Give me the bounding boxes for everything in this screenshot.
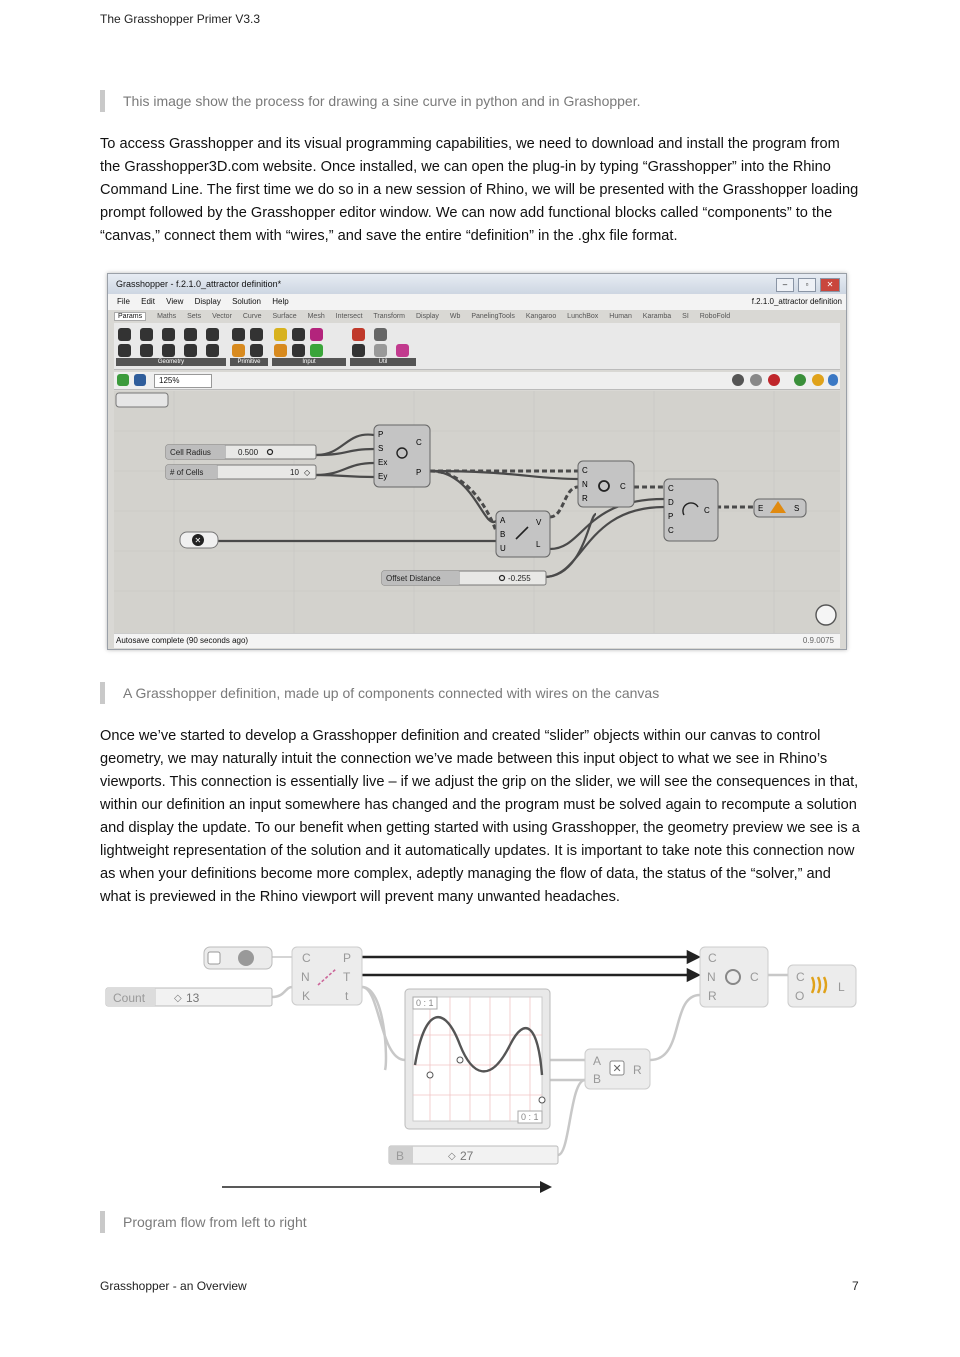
output-l: L <box>536 540 541 549</box>
panel-label: Input <box>272 358 346 366</box>
multiplication-component[interactable] <box>585 1049 650 1089</box>
preview-icon[interactable] <box>732 374 744 386</box>
output-r: R <box>633 1063 642 1077</box>
tab-wb[interactable]: Wb <box>449 313 461 320</box>
param-icon[interactable] <box>140 344 153 357</box>
input-d: D <box>668 498 674 507</box>
minimize-icon[interactable]: – <box>776 278 794 292</box>
boolean-param[interactable] <box>180 532 218 548</box>
slider-value: 0.500 <box>238 448 259 457</box>
input-ex: Ex <box>378 458 388 467</box>
component-hexagonal[interactable] <box>374 425 430 487</box>
series-component[interactable] <box>292 947 362 1005</box>
tab-curve[interactable]: Curve <box>242 313 262 320</box>
footer-section: Grasshopper - an Overview <box>100 1279 247 1293</box>
input-u: U <box>500 544 506 553</box>
input-b: B <box>593 1072 602 1086</box>
input-c: C <box>302 951 311 965</box>
zoom-select[interactable]: 125% <box>154 374 212 388</box>
input-n: N <box>582 480 588 489</box>
component-offset[interactable] <box>664 479 718 541</box>
input-o: O <box>795 989 805 1003</box>
param-icon[interactable] <box>162 344 175 357</box>
param-icon[interactable] <box>250 344 263 357</box>
input-n: N <box>707 970 716 984</box>
component-distance[interactable] <box>496 511 550 557</box>
caption-sine-curve: This image show the process for drawing a sine curve in python and in Grashopper. <box>100 90 641 112</box>
menu-view[interactable]: View <box>166 297 184 306</box>
save-icon[interactable] <box>134 374 146 386</box>
graph-range-label: 0 : 1 <box>521 1112 539 1122</box>
param-icon[interactable] <box>352 328 365 341</box>
circle-cnr-component[interactable] <box>700 947 768 1007</box>
panel-input <box>272 326 346 366</box>
param-icon[interactable] <box>292 328 305 341</box>
tab-intersect[interactable]: Intersect <box>335 313 363 320</box>
slider-offset-distance[interactable] <box>382 571 546 585</box>
b-label: B <box>396 1149 405 1163</box>
version-label: 0.9.0075 <box>802 636 834 645</box>
param-icon[interactable] <box>250 328 263 341</box>
tab-sets[interactable]: Sets <box>187 313 202 320</box>
tab-params[interactable]: Params <box>114 312 146 321</box>
tab-vector[interactable]: Vector <box>212 313 232 320</box>
input-c: C <box>708 951 717 965</box>
document-name: f.2.1.0_attractor definition <box>751 297 842 306</box>
selected-icon[interactable] <box>794 374 806 386</box>
param-icon[interactable] <box>206 344 219 357</box>
input-ey: Ey <box>378 472 388 481</box>
page-number: 7 <box>852 1279 859 1293</box>
input-c2: C <box>668 526 674 535</box>
slider-cell-radius[interactable] <box>166 445 316 459</box>
output-c: C <box>620 482 626 491</box>
paragraph-sliders <box>100 725 860 909</box>
output-l: L <box>838 980 845 994</box>
slider-label: Offset Distance <box>386 574 441 583</box>
output-t: T <box>343 970 351 984</box>
component-extrude[interactable] <box>754 499 806 517</box>
param-icon[interactable] <box>118 328 131 341</box>
panel-primitive <box>230 326 268 366</box>
window-title-bar <box>108 274 846 294</box>
slider-grip-icon: ◇ <box>448 1151 456 1162</box>
paragraph-text: Once we’ve started to develop a Grasshopper definition and created “slider” objects within our canvas to control geometry, we may naturally intuit the connection we’ve made between this input object to what we see in Rhino’s viewports. This connection is essentially live – if we adjust the grip on the slider, we will see the consequences in that, within our definition an input somewhere has changed and the program must be solved again to recompute a solution and display the update. To our benefit when getting started with using Grasshopper, the geometry preview we see is a lightweight representation of the solution and it automatically updates. It is important to take note this connection now as when your definitions become more complex, adeptly managing the flow of data, the status of the “solver,” and what is previewed in the Rhino viewport will prevent many unwanted headaches. <box>100 728 860 905</box>
param-icon[interactable] <box>118 344 131 357</box>
status-bar <box>114 633 840 648</box>
output-p: P <box>343 951 352 965</box>
count-value: 13 <box>186 991 200 1005</box>
graph-domain-label: 0 : 1 <box>416 998 434 1008</box>
wireframe-icon[interactable] <box>750 374 762 386</box>
param-icon[interactable] <box>162 328 175 341</box>
menu-solution[interactable]: Solution <box>232 297 261 306</box>
x-icon: ✕ <box>194 536 202 545</box>
input-p: P <box>668 512 674 521</box>
param-icon[interactable] <box>274 328 287 341</box>
render-icon[interactable] <box>812 374 824 386</box>
tab-karamba[interactable]: Karamba <box>642 313 672 320</box>
tab-si[interactable]: SI <box>682 313 689 320</box>
paragraph-access-grasshopper <box>100 133 860 248</box>
menu-file[interactable]: File <box>117 297 130 306</box>
input-p: P <box>378 430 384 439</box>
shaded-icon[interactable] <box>768 374 780 386</box>
panel-util <box>350 326 416 366</box>
count-label: Count <box>113 991 146 1005</box>
input-a: A <box>593 1054 602 1068</box>
slider-label: Cell Radius <box>170 448 211 457</box>
slider-grip-icon: ◇ <box>174 993 182 1004</box>
menu-help[interactable]: Help <box>272 297 289 306</box>
tab-transform[interactable]: Transform <box>373 313 405 320</box>
slider-value: -0.255 <box>508 574 531 583</box>
panel-label: Geometry <box>116 358 226 366</box>
input-r: R <box>708 989 717 1003</box>
input-a: A <box>500 516 506 525</box>
canvas-toolbar <box>114 372 840 390</box>
definition-canvas[interactable] <box>114 391 840 633</box>
param-icon[interactable] <box>352 344 365 357</box>
b-slider[interactable] <box>389 1146 558 1164</box>
input-s: S <box>378 444 384 453</box>
output-p: P <box>416 468 422 477</box>
component-tabs <box>114 310 846 323</box>
tab-display[interactable]: Display <box>415 313 439 320</box>
close-icon[interactable]: ✕ <box>820 278 840 292</box>
geometry-param[interactable] <box>204 947 272 969</box>
input-c: C <box>796 970 805 984</box>
grasshopper-window-screenshot <box>107 273 847 650</box>
output-c: C <box>416 438 422 447</box>
caption-program-flow: Program flow from left to right <box>100 1211 307 1233</box>
input-n: N <box>301 970 310 984</box>
input-e: E <box>758 504 764 513</box>
navigation-compass-icon[interactable] <box>816 605 836 625</box>
panel-label: Util <box>350 358 416 366</box>
menu-edit[interactable]: Edit <box>141 297 155 306</box>
input-c: C <box>668 484 674 493</box>
caption-definition: A Grasshopper definition, made up of components connected with wires on the canvas <box>100 682 659 704</box>
param-icon[interactable] <box>396 344 409 357</box>
running-header: The Grasshopper Primer V3.3 <box>100 12 261 26</box>
input-c: C <box>582 466 588 475</box>
output-c: C <box>704 506 710 515</box>
param-icon[interactable] <box>292 344 305 357</box>
slider-num-cells[interactable] <box>166 465 316 479</box>
slider-label: # of Cells <box>170 468 204 477</box>
open-icon[interactable] <box>117 374 129 386</box>
param-icon[interactable] <box>232 344 245 357</box>
slider-value: 10 <box>290 468 299 477</box>
param-icon[interactable] <box>274 344 287 357</box>
input-k: K <box>302 989 311 1003</box>
output-s: S <box>794 504 800 513</box>
tab-kangaroo[interactable]: Kangaroo <box>525 313 557 320</box>
panel-geometry <box>116 326 226 366</box>
tab-mesh[interactable]: Mesh <box>307 313 325 320</box>
geometry-icon <box>238 950 254 966</box>
menu-display[interactable]: Display <box>194 297 221 306</box>
group-toolbar[interactable] <box>116 393 168 407</box>
multiply-icon: ✕ <box>612 1063 622 1075</box>
program-flow-diagram <box>100 935 870 1200</box>
maximize-icon[interactable]: ▫ <box>798 278 816 292</box>
output-t2: t <box>345 989 349 1003</box>
autosave-status: Autosave complete (90 seconds ago) <box>116 636 249 645</box>
param-icon[interactable] <box>184 328 197 341</box>
param-icon[interactable] <box>140 328 153 341</box>
panel-label: Primitive <box>230 358 268 366</box>
param-icon[interactable] <box>232 328 245 341</box>
param-icon[interactable] <box>206 328 219 341</box>
input-b: B <box>500 530 506 539</box>
count-slider[interactable] <box>106 988 272 1006</box>
tab-maths[interactable]: Maths <box>157 313 177 320</box>
globe-icon[interactable] <box>828 374 838 386</box>
output-c: C <box>750 970 759 984</box>
tab-lunchbox[interactable]: LunchBox <box>567 313 599 320</box>
paragraph-text: To access Grasshopper and its visual programming capabilities, we need to download and install the program from the Grasshopper3D.com website. Once installed, we can open the plug-in by typing “Grasshopper” into the Rhino Command Line. The first time we do so in a new session of Rhino, we will be presented with the Grasshopper loading prompt followed by the Grasshopper editor window. We can now add functional blocks called “components” to the “canvas,” connect them with “wires,” and save the entire “definition” in the .ghx file format. <box>100 136 859 244</box>
tab-panelingtools[interactable]: PanelingTools <box>471 313 515 320</box>
tab-robofold[interactable]: RoboFold <box>699 313 731 320</box>
input-r: R <box>582 494 588 503</box>
param-icon[interactable] <box>374 344 387 357</box>
tab-surface[interactable]: Surface <box>272 313 297 320</box>
param-icon[interactable] <box>310 344 323 357</box>
graph-mapper[interactable] <box>405 989 550 1129</box>
component-ribbon <box>114 323 840 370</box>
canvas-graph <box>114 391 840 633</box>
window-title: Grasshopper - f.2.1.0_attractor definition* <box>116 279 282 289</box>
b-value: 27 <box>460 1149 474 1163</box>
param-icon[interactable] <box>310 328 323 341</box>
component-circle[interactable] <box>578 461 634 507</box>
output-v: V <box>536 518 542 527</box>
loft-component[interactable] <box>788 965 856 1007</box>
param-icon[interactable] <box>374 328 387 341</box>
slider-grip-icon: ◇ <box>304 468 311 477</box>
param-icon[interactable] <box>184 344 197 357</box>
menu-bar <box>108 294 846 310</box>
tab-human[interactable]: Human <box>609 313 632 320</box>
